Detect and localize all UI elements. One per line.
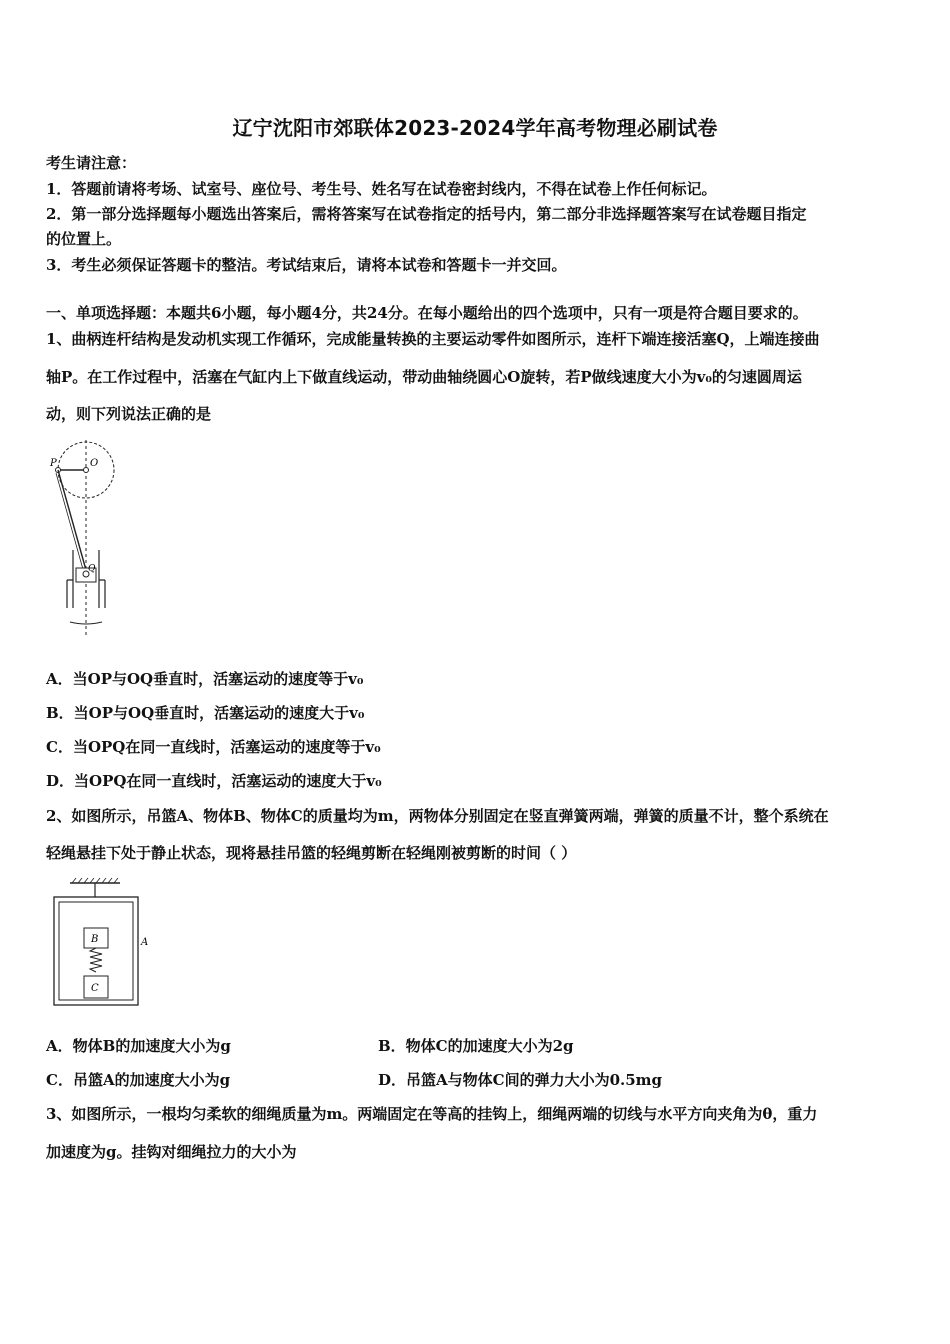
q2-option-a: A．物体B的加速度大小为g [46, 1037, 231, 1055]
page-title: 辽宁沈阳市郊联体2023-2024学年高考物理必刷试卷 [232, 116, 718, 140]
crank-mechanism-figure [40, 440, 130, 640]
q2-line-2: 轻绳悬挂下处于静止状态，现将悬挂吊篮的轻绳剪断在轻绳刚被剪断的时间（ ） [46, 844, 577, 862]
notice-item-1: 1．答题前请将考场、试室号、座位号、考生号、姓名写在试卷密封线内，不得在试卷上作任何标记。 [46, 180, 717, 198]
label-c: C [91, 983, 99, 994]
label-a: A [141, 937, 149, 948]
q3-line-1: 3、如图所示，一根均匀柔软的细绳质量为m。两端固定在等高的挂钩上，细绳两端的切线与水平方向夹角为θ，重力 [46, 1105, 818, 1123]
q1-option-b: B．当OP与OQ垂直时，活塞运动的速度大于v₀ [46, 704, 365, 722]
label-q: Q [88, 564, 96, 574]
label-b: B [91, 934, 99, 945]
q2-option-b: B．物体C的加速度大小为2g [378, 1037, 574, 1055]
q2-line-1: 2、如图所示，吊篮A、物体B、物体C的质量均为m，两物体分别固定在竖直弹簧两端，弹簧的质量不计，整个系统在 [46, 807, 829, 825]
notice-item-2-cont: 的位置上。 [46, 230, 122, 248]
notice-item-2: 2．第一部分选择题每小题选出答案后，需将答案写在试卷指定的括号内，第二部分非选择题答案写在试卷题目指定 [46, 205, 807, 223]
basket-spring-figure [50, 875, 160, 1010]
q1-option-d: D．当OPQ在同一直线时，活塞运动的速度大于v₀ [46, 772, 382, 790]
q2-option-d: D．吊篮A与物体C间的弹力大小为0.5mg [378, 1071, 663, 1089]
q1-option-c: C．当OPQ在同一直线时，活塞运动的速度等于v₀ [46, 738, 381, 756]
label-o: O [90, 458, 99, 469]
section-heading: 一、单项选择题：本题共6小题，每小题4分，共24分。在每小题给出的四个选项中，只有一项是符合题目要求的。 [46, 304, 808, 322]
q3-line-2: 加速度为g。挂钩对细绳拉力的大小为 [46, 1143, 297, 1161]
q1-option-a: A．当OP与OQ垂直时，活塞运动的速度等于v₀ [46, 670, 364, 688]
q1-line-2: 轴P。在工作过程中，活塞在气缸内上下做直线运动，带动曲轴绕圆心O旋转，若P做线速度大小为v₀的匀速圆周运 [46, 368, 802, 386]
notice-heading: 考生请注意： [46, 154, 137, 172]
notice-item-3: 3．考生必须保证答题卡的整洁。考试结束后，请将本试卷和答题卡一并交回。 [46, 256, 567, 274]
q2-option-c: C．吊篮A的加速度大小为g [46, 1071, 231, 1089]
q1-line-3: 动，则下列说法正确的是 [46, 405, 212, 423]
q1-line-1: 1、曲柄连杆结构是发动机实现工作循环，完成能量转换的主要运动零件如图所示，连杆下端连接活塞Q，上端连接曲 [46, 330, 820, 348]
label-p: P [50, 458, 57, 469]
